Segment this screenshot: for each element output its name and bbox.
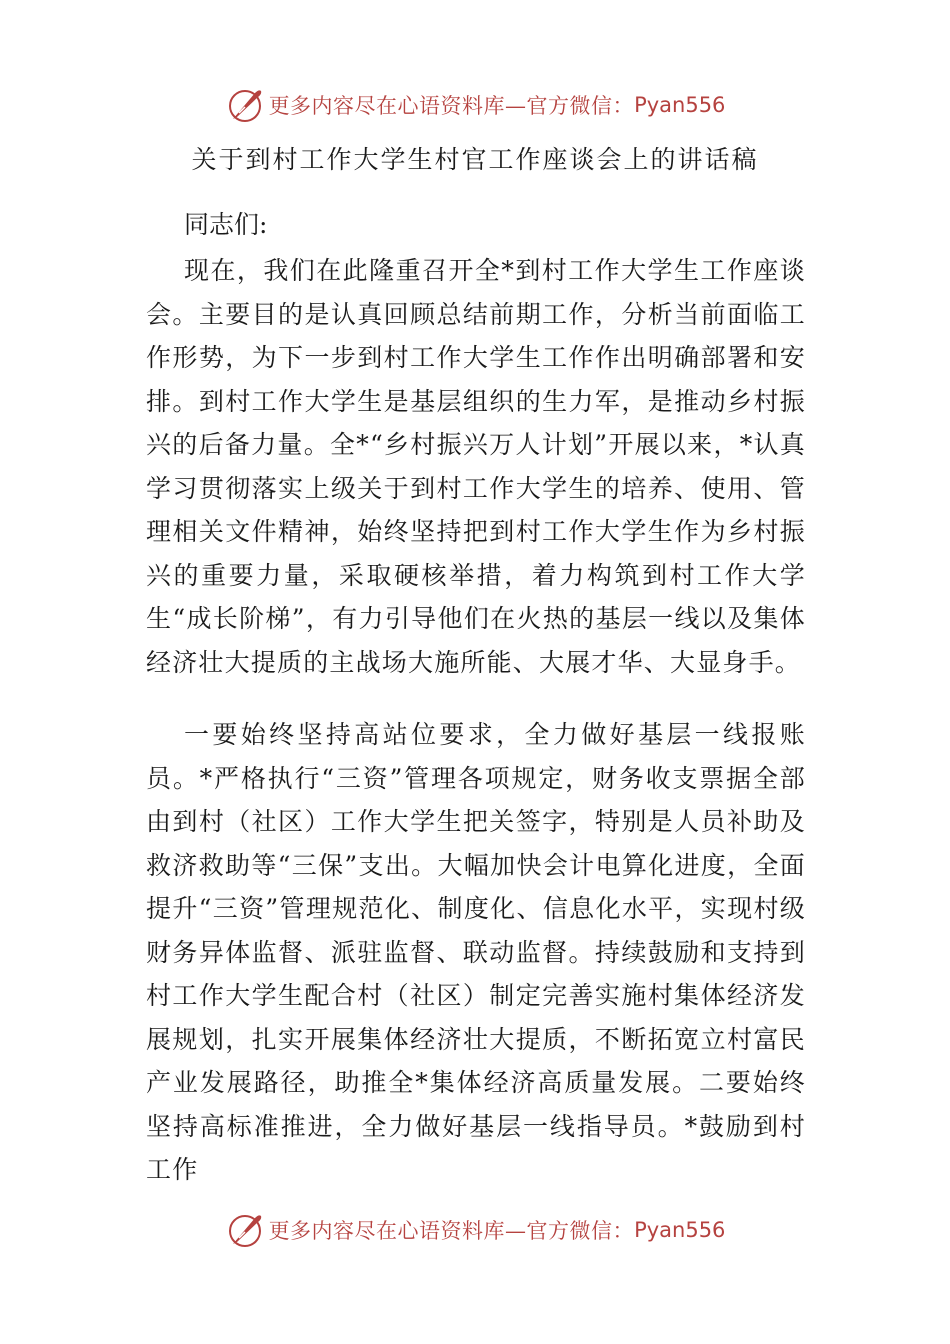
watermark-account: Pyan556 xyxy=(634,93,726,117)
body-paragraph-1: 现在，我们在此隆重召开全*到村工作大学生工作座谈会。主要目的是认真回顾总结前期工作，分析当前面临工作形势，为下一步到村工作大学生工作作出明确部署和安排。到村工作大学生是基层组织的生力军，是推动乡村振兴的后备力量。全*“乡村振兴万人计划”开展以来，*认真学习贯彻落实上级关于到村工作大学生的培养、使用、管理相关文件精神，始终坚持把到村工作大学生作为乡村振兴的重要力量，采取硬核举措，着力构筑到村工作大学生“成长阶梯”，有力引导他们在火热的基层一线以及集体经济壮大提质的主战场大施所能、大展才华、大显身手。 xyxy=(146,256,806,677)
footer-watermark xyxy=(0,1210,950,1250)
watermark-account: Pyan556 xyxy=(634,1218,726,1242)
quill-logo-icon xyxy=(225,85,265,125)
watermark-text: 更多内容尽在心语资料库—官方微信： xyxy=(268,94,635,118)
header-watermark xyxy=(0,85,950,125)
document-title: 关于到村工作大学生村官工作座谈会上的讲话稿 xyxy=(191,145,759,174)
quill-logo-icon xyxy=(225,1210,265,1250)
salutation: 同志们: xyxy=(184,210,268,239)
body-paragraph-2: 一要始终坚持高站位要求，全力做好基层一线报账员。*严格执行“三资”管理各项规定，财务收支票据全部由到村（社区）工作大学生把关签字，特别是人员补助及救济救助等“三保”支出。大幅加快会计电算化进度，全面提升“三资”管理规范化、制度化、信息化水平，实现村级财务异体监督、派驻监督、联动监督。持续鼓励和支持到村工作大学生配合村（社区）制定完善实施村集体经济发展规划，扎实开展集体经济壮大提质，不断拓宽立村富民产业发展路径，助推全*集体经济高质量发展。二要始终坚持高标准推进，全力做好基层一线指导员。*鼓励到村工作 xyxy=(146,720,806,1184)
watermark-text: 更多内容尽在心语资料库—官方微信： xyxy=(268,1219,635,1243)
